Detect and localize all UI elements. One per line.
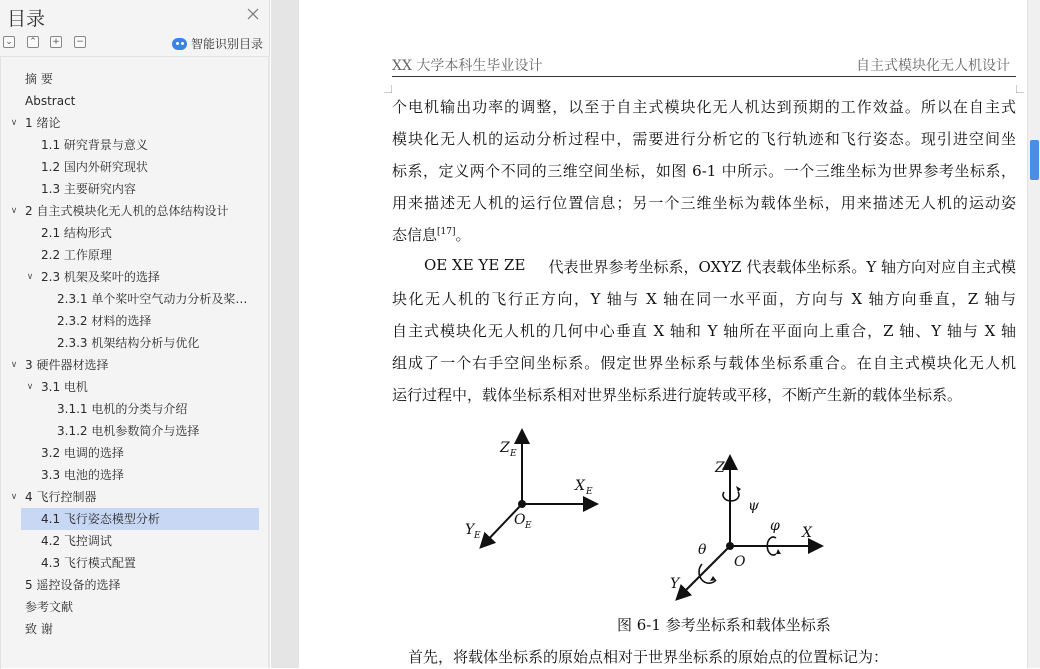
toc-item-label: 3.1 电机 xyxy=(41,380,88,394)
theta-label: θ xyxy=(698,542,707,558)
world-frame xyxy=(465,432,595,546)
toc-item-label: 4.2 飞控调试 xyxy=(41,534,112,548)
toc-item-label: 2.2 工作原理 xyxy=(41,248,112,262)
document-scrollbar-thumb[interactable] xyxy=(1030,140,1039,180)
toc-item-label: 1.1 研究背景与意义 xyxy=(41,138,148,152)
figure-coordinate-systems xyxy=(440,420,840,610)
toc-item[interactable] xyxy=(1,244,267,266)
document-scrollbar[interactable] xyxy=(1027,0,1040,668)
toc-item[interactable] xyxy=(1,288,267,310)
world-origin-dot xyxy=(518,500,526,508)
toc-item[interactable] xyxy=(1,178,267,200)
toc-item-label: 1 绪论 xyxy=(25,116,61,130)
toc-item-label: 参考文献 xyxy=(25,600,74,614)
figure-caption: 图 6-1 参考坐标系和载体坐标系 xyxy=(617,616,831,634)
toc-item[interactable] xyxy=(1,310,267,332)
toc-item-label: 摘 要 xyxy=(25,72,53,86)
page-header-left: XX 大学本科生毕业设计 xyxy=(392,58,543,74)
toc-list xyxy=(0,56,269,669)
toc-item-label: 3.1.1 电机的分类与介绍 xyxy=(57,402,188,416)
toc-item-label: 2.3.3 机架结构分析与优化 xyxy=(57,336,200,350)
toc-title: 目录 xyxy=(7,8,46,30)
text-line: 组成了一个右手空间坐标系。假定世界坐标系与载体坐标系重合。在自主式模块化无人机 xyxy=(392,354,1016,372)
toc-item[interactable] xyxy=(1,90,267,112)
toc-item-label: 2.3.2 材料的选择 xyxy=(57,314,152,328)
remove-heading-button[interactable]: − xyxy=(74,36,86,48)
text-line: 首先，将载体坐标系的原始点相对于世界坐标系的原始点的位置标记为： xyxy=(408,648,889,666)
text-line xyxy=(424,256,1016,277)
text-span: 代表世界参考坐标系，OXYZ 代表载体坐标系。Y 轴方向对应自主式模 xyxy=(548,258,1016,276)
toc-item-label: 2.3 机架及桨叶的选择 xyxy=(41,270,160,284)
toc-item-label: 3.2 电调的选择 xyxy=(41,446,124,460)
text-line xyxy=(392,224,471,245)
toc-item[interactable] xyxy=(1,552,267,574)
toc-item[interactable] xyxy=(1,398,267,420)
toc-item[interactable] xyxy=(1,618,267,640)
toc-item-label: 3.3 电池的选择 xyxy=(41,468,124,482)
toc-item[interactable] xyxy=(1,266,267,288)
world-origin-label: O xyxy=(514,512,526,528)
text-line: 运行过程中，载体坐标系相对世界坐标系进行旋转或平移，不断产生新的载体坐标系。 xyxy=(392,386,963,404)
world-y-label: Y xyxy=(465,522,475,538)
toc-item[interactable] xyxy=(1,222,267,244)
world-y-sub: E xyxy=(474,531,481,541)
text-line: 标系，定义两个不同的三维空间坐标，如图 6-1 中所示。一个三维坐标为世界参考坐标系， xyxy=(392,162,1016,180)
toc-item-label: 2 自主式模块化无人机的总体结构设计 xyxy=(25,204,229,218)
header-rule xyxy=(392,76,1016,77)
phi-arrow-head xyxy=(776,549,781,554)
chevron-down-icon[interactable]: ∨ xyxy=(10,492,18,502)
toc-sidebar xyxy=(0,0,270,668)
text-line: 自主式模块化无人机的几何中心垂直 X 轴和 Y 轴所在平面向上重合，Z 轴、Y 轴与 X 轴 xyxy=(392,322,1016,340)
close-icon[interactable] xyxy=(246,7,260,21)
text-line: 块化无人机的飞行正方向，Y 轴与 X 轴在同一水平面，方向与 X 轴方向垂直，Z 轴与 xyxy=(392,290,1016,308)
ai-robot-icon xyxy=(172,38,187,50)
toc-item[interactable] xyxy=(1,574,267,596)
phi-label: φ xyxy=(770,518,780,534)
ai-toc-button[interactable] xyxy=(172,35,263,52)
collapse-all-button[interactable]: ⌄ xyxy=(3,36,15,48)
toc-item[interactable] xyxy=(1,134,267,156)
psi-arrow-head xyxy=(736,486,741,492)
toc-item[interactable] xyxy=(1,376,267,398)
body-origin-dot xyxy=(726,542,734,550)
add-heading-button[interactable]: + xyxy=(50,36,62,48)
body-frame xyxy=(670,458,820,598)
chevron-down-icon[interactable]: ∨ xyxy=(26,382,34,392)
toc-item-label: 3.1.2 电机参数简介与选择 xyxy=(57,424,200,438)
body-y-label: Y xyxy=(670,576,680,592)
toc-item[interactable] xyxy=(1,442,267,464)
toc-scrollbar[interactable] xyxy=(268,56,270,668)
text-line: 模块化无人机的运动分析过程中，需要进行分析它的飞行轨迹和飞行姿态。现引进空间坐 xyxy=(392,130,1016,148)
citation-link[interactable]: [17] xyxy=(437,227,456,237)
chevron-down-icon[interactable]: ∨ xyxy=(26,272,34,282)
toc-item-label: 1.3 主要研究内容 xyxy=(41,182,136,196)
toc-item-label: 1.2 国内外研究现状 xyxy=(41,160,148,174)
toc-item[interactable] xyxy=(1,68,267,90)
text-line: 用来描述无人机的运行位置信息；另一个三维坐标为载体坐标，用来描述无人机的运动姿 xyxy=(392,194,1016,212)
body-origin-label: O xyxy=(734,554,746,570)
page-header-right: 自主式模块化无人机设计 xyxy=(856,58,1010,74)
psi-label: ψ xyxy=(748,498,759,514)
chevron-down-icon[interactable]: ∨ xyxy=(10,206,18,216)
world-z-sub: E xyxy=(510,449,517,459)
toc-item[interactable] xyxy=(1,596,267,618)
toc-item[interactable] xyxy=(1,200,267,222)
toc-item-label: 4.3 飞行模式配置 xyxy=(41,556,136,570)
expand-up-button[interactable]: ⌃ xyxy=(27,36,39,48)
toc-item-label: 4.1 飞行姿态模型分析 xyxy=(41,512,160,526)
toc-item[interactable] xyxy=(1,332,267,354)
crop-mark-right xyxy=(1016,85,1024,93)
text-span: 态信息 xyxy=(392,226,438,244)
world-z-label: Z xyxy=(500,440,510,456)
world-x-sub: E xyxy=(586,487,593,497)
toc-item-label: 5 遥控设备的选择 xyxy=(25,578,121,592)
world-origin-sub: E xyxy=(525,521,532,531)
world-frame-symbol: OE XE YE ZE xyxy=(424,256,526,274)
crop-mark-left xyxy=(384,85,392,93)
toc-item[interactable] xyxy=(1,486,267,508)
toc-item-label: 致 谢 xyxy=(25,622,53,636)
toc-item[interactable] xyxy=(21,508,259,530)
toc-item[interactable] xyxy=(1,530,267,552)
text-line: 个电机输出功率的调整，以至于自主式模块化无人机达到预期的工作效益。所以在自主式 xyxy=(392,98,1016,116)
toc-item-label: Abstract xyxy=(25,94,76,108)
toc-item[interactable] xyxy=(1,156,267,178)
toc-item-label: 4 飞行控制器 xyxy=(25,490,97,504)
chevron-down-icon[interactable]: ∨ xyxy=(10,118,18,128)
toc-item-label: 3 硬件器材选择 xyxy=(25,358,109,372)
toc-item[interactable] xyxy=(1,420,267,442)
body-x-label: X xyxy=(802,525,812,541)
toc-item-label: 2.3.1 单个桨叶空气动力分析及桨… xyxy=(57,292,248,306)
toc-item[interactable] xyxy=(1,112,267,134)
chevron-down-icon[interactable]: ∨ xyxy=(10,360,18,370)
toc-item[interactable] xyxy=(1,354,267,376)
world-x-label: X xyxy=(575,478,585,494)
toc-item[interactable] xyxy=(1,464,267,486)
ai-toc-label: 智能识别目录 xyxy=(191,37,264,51)
toc-item-label: 2.1 结构形式 xyxy=(41,226,112,240)
text-span: 。 xyxy=(455,226,471,244)
body-z-label: Z xyxy=(715,460,725,476)
